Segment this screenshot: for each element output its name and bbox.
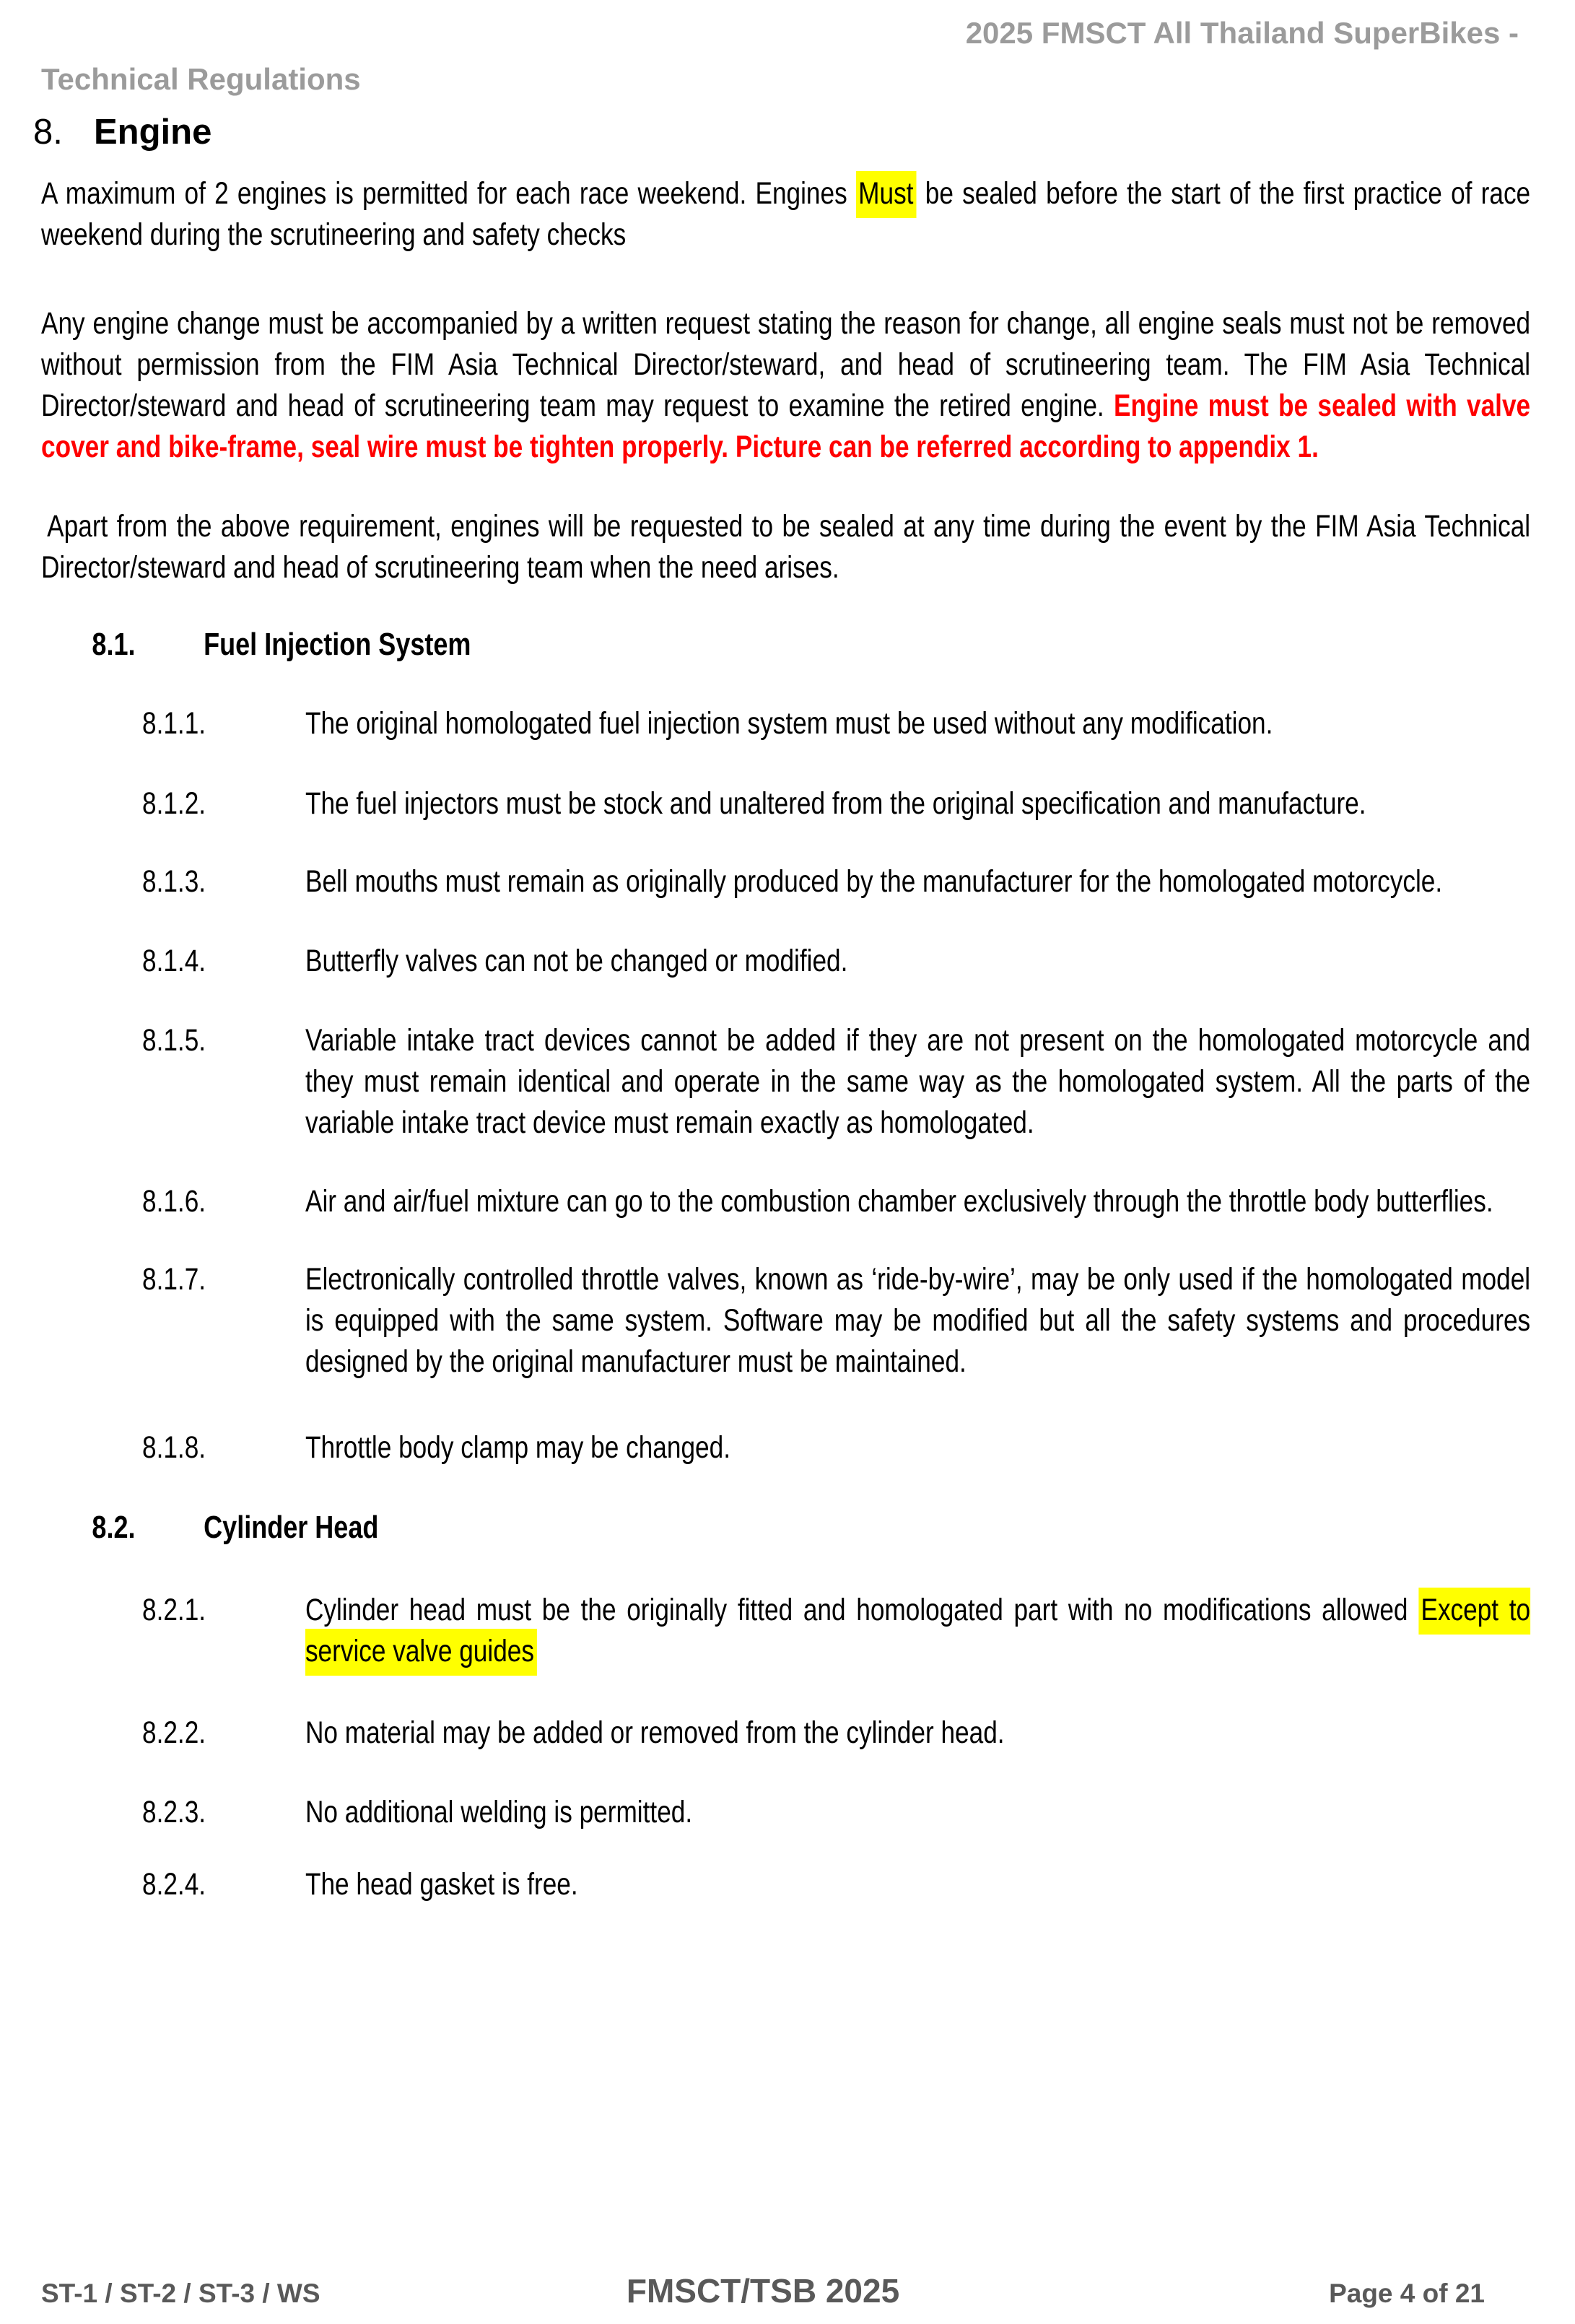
page-header bbox=[0, 0, 1575, 103]
item-text: Butterfly valves can not be changed or modified. bbox=[305, 944, 848, 978]
highlighted-text: Except to service valve guides bbox=[305, 1588, 1530, 1676]
item-number: 8.2.1. bbox=[141, 1593, 206, 1627]
regulation-item bbox=[41, 1590, 1530, 1672]
item-text: Electronically controlled throttle valves, known as ‘ride-by-wire’, may be only used if the homologated model is equipped with the same system. Software may be modified but all the safety systems and procedures designed by the original manufacturer must be maintained. bbox=[305, 1262, 1531, 1379]
item-text: The original homologated fuel injection system must be used without any modification. bbox=[305, 706, 1273, 741]
item-number: 8.1.7. bbox=[141, 1262, 206, 1297]
item-number: 8.1.2. bbox=[141, 786, 206, 821]
subsection-label: Cylinder Head bbox=[204, 1510, 379, 1545]
paragraph-text: A maximum of 2 engines is permitted for each race weekend. Engines bbox=[41, 176, 856, 211]
regulation-item bbox=[41, 1181, 1530, 1222]
footer-page-number: Page 4 of 21 bbox=[1329, 2279, 1485, 2308]
item-number: 8.1.5. bbox=[141, 1023, 206, 1058]
paragraph-text: be sealed before the start of the first practice of race weekend during the scrutineering and safety checks bbox=[41, 176, 1531, 252]
intro-paragraph-1 bbox=[41, 173, 1530, 256]
item-number: 8.2.2. bbox=[141, 1715, 206, 1750]
subsection-heading-8-2 bbox=[41, 1507, 1530, 1548]
regulation-item bbox=[41, 941, 1530, 982]
intro-paragraph-2 bbox=[41, 303, 1530, 468]
intro-paragraph-3: Apart from the above requirement, engines will be requested to be sealed at any time during the event by the FIM Asia Technical Director/steward and head of scrutineering team when the need arises. bbox=[41, 509, 1531, 585]
item-text: Cylinder head must be the originally fitted and homologated part with no modifications allowed bbox=[305, 1593, 1419, 1627]
highlighted-text: Must bbox=[856, 171, 917, 218]
subsection-label: Fuel Injection System bbox=[204, 627, 471, 662]
item-number: 8.1.8. bbox=[141, 1430, 206, 1465]
item-number: 8.2.4. bbox=[141, 1867, 206, 1902]
subsection-number: 8.2. bbox=[92, 1510, 136, 1545]
regulation-item bbox=[41, 1427, 1530, 1468]
subsection-number: 8.1. bbox=[92, 627, 136, 662]
red-warning-text: Engine must be sealed with valve cover and bike-frame, seal wire must be tighten properly. Picture can be referred according to appendix 1. bbox=[41, 388, 1531, 464]
paragraph-text: Any engine change must be accompanied by a written request stating the reason for change, all engine seals must not be removed without permission from the FIM Asia Technical Director/steward, and head of scrutineering team. The FIM Asia Technical Director/steward and head of scrutineering team may request to examine the retired engine. bbox=[41, 306, 1531, 423]
header-title-line2: Technical Regulations bbox=[41, 62, 361, 96]
item-number: 8.2.3. bbox=[141, 1795, 206, 1829]
item-text: Air and air/fuel mixture can go to the combustion chamber exclusively through the throttle body butterflies. bbox=[305, 1184, 1493, 1219]
item-number: 8.1.3. bbox=[141, 864, 206, 899]
subsection-heading-8-1 bbox=[41, 624, 1530, 665]
regulation-item bbox=[41, 1864, 1530, 1905]
regulation-item bbox=[41, 1259, 1530, 1383]
item-text: Bell mouths must remain as originally produced by the manufacturer for the homologated motorcycle. bbox=[305, 864, 1443, 899]
item-number: 8.1.1. bbox=[141, 706, 206, 741]
header-title-line1: 2025 FMSCT All Thailand SuperBikes - bbox=[965, 16, 1519, 50]
page-footer bbox=[0, 2271, 1575, 2310]
regulation-item bbox=[41, 1792, 1530, 1833]
item-text: Variable intake tract devices cannot be added if they are not present on the homologated motorcycle and they must remain identical and operate in the same way as the homologated system. All the parts of the variable intake tract device must remain exactly as homologated. bbox=[305, 1023, 1531, 1140]
document-body bbox=[41, 173, 1530, 1905]
item-number: 8.1.4. bbox=[141, 944, 206, 978]
item-text: Throttle body clamp may be changed. bbox=[305, 1430, 730, 1465]
section-label: Engine bbox=[94, 113, 212, 152]
section-title bbox=[33, 111, 1575, 153]
footer-document-code: FMSCT/TSB 2025 bbox=[626, 2272, 900, 2310]
regulation-item bbox=[41, 783, 1530, 824]
regulation-item bbox=[41, 1712, 1530, 1754]
item-number: 8.1.6. bbox=[141, 1184, 206, 1219]
item-text: No additional welding is permitted. bbox=[305, 1795, 693, 1829]
regulation-item bbox=[41, 861, 1530, 902]
item-text: No material may be added or removed from the cylinder head. bbox=[305, 1715, 1005, 1750]
item-text: The fuel injectors must be stock and unaltered from the original specification and manufacture. bbox=[305, 786, 1366, 821]
regulation-item bbox=[41, 1020, 1530, 1144]
item-text: The head gasket is free. bbox=[305, 1867, 578, 1902]
section-number: 8. bbox=[33, 113, 63, 152]
footer-classes: ST-1 / ST-2 / ST-3 / WS bbox=[41, 2279, 320, 2308]
regulation-item bbox=[41, 703, 1530, 744]
